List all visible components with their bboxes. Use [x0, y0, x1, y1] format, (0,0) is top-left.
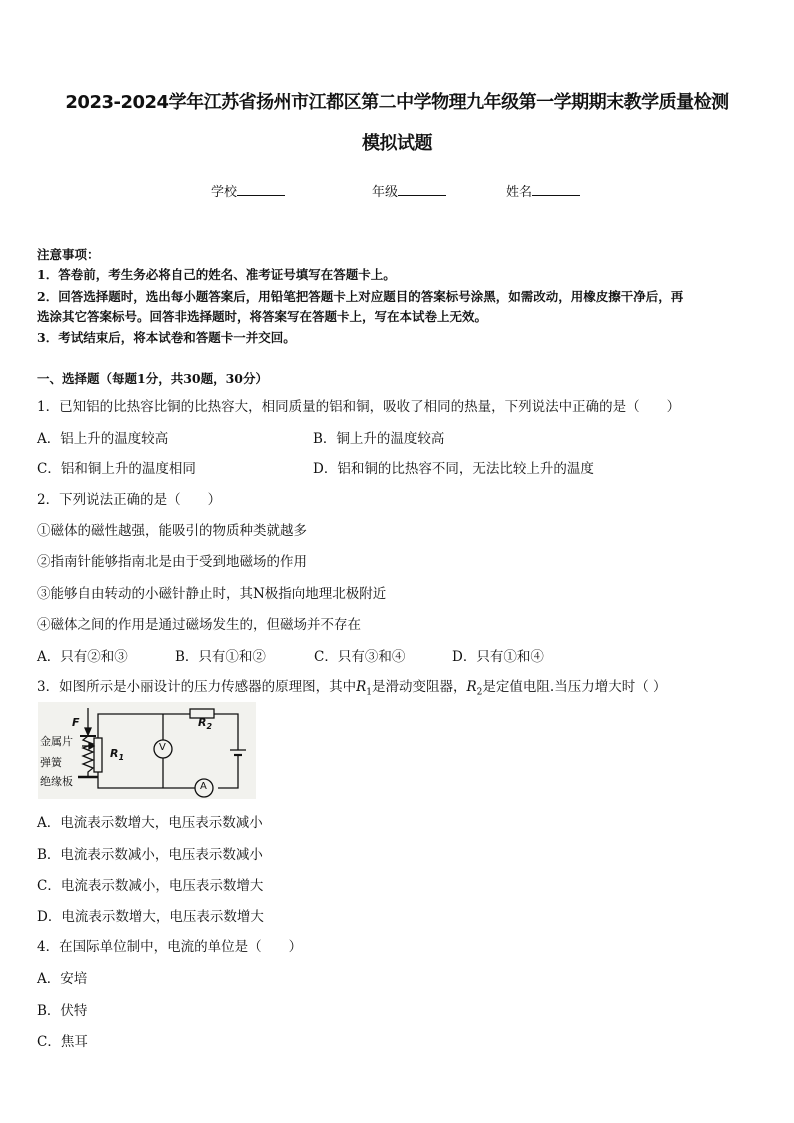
spring-label: 弹簧: [40, 756, 62, 769]
notice-heading: 注意事项：: [37, 247, 100, 262]
question-2-option-d: D．只有①和④: [452, 649, 544, 665]
notice-item: 1．答卷前，考生务必将自己的姓名、准考证号填写在答题卡上。: [37, 267, 396, 282]
question-1-option-c: C．铝和铜上升的温度相同: [37, 461, 196, 477]
grade-blank[interactable]: [398, 183, 446, 196]
question-1-stem: 1．已知铝的比热容比铜的比热容大，相同质量的铝和铜，吸收了相同的热量，下列说法中正确的是（ ）: [37, 399, 681, 415]
ammeter-symbol: A: [200, 781, 207, 792]
section-heading: 一、选择题（每题1分，共30题，30分）: [37, 371, 268, 386]
notice-item: 选涂其它答案标号。回答非选择题时，将答案写在答题卡上，写在本试卷上无效。: [37, 309, 488, 324]
force-label: F: [72, 716, 80, 729]
exam-title-line-1: 2023-2024学年江苏省扬州市江都区第二中学物理九年级第一学期期末教学质量检测: [65, 92, 729, 113]
school-blank[interactable]: [237, 183, 285, 196]
metal-sheet-label: 金属片: [40, 735, 73, 748]
question-2-option-a: A．只有②和③: [37, 649, 128, 665]
r2-diagram-symbol: R: [198, 716, 207, 729]
question-3-option-d: D．电流表示数增大，电压表示数增大: [37, 909, 264, 925]
school-field: [211, 181, 285, 200]
name-field: [506, 181, 580, 200]
question-3-option-c: C．电流表示数减小，电压表示数增大: [37, 878, 264, 894]
question-1-option-d: D．铝和铜的比热容不同，无法比较上升的温度: [313, 461, 594, 477]
question-2-option-b: B．只有①和②: [175, 649, 266, 665]
question-3-stem-part: 3．如图所示是小丽设计的压力传感器的原理图，其中: [37, 679, 357, 695]
r1-symbol: R: [356, 679, 367, 695]
question-3-option-b: B．电流表示数减小，电压表示数减小: [37, 847, 263, 863]
insulator-board-label: 绝缘板: [40, 775, 73, 788]
pressure-sensor-circuit-diagram: [38, 702, 256, 799]
question-4-stem: 4．在国际单位制中，电流的单位是（ ）: [37, 939, 303, 955]
grade-field: [372, 181, 446, 200]
exam-title-line-2: 模拟试题: [362, 133, 432, 154]
school-label: 学校: [211, 185, 238, 200]
notice-item: 2．回答选择题时，选出每小题答案后，用铅笔把答题卡上对应题目的答案标号涂黑，如需改动，用橡皮擦干净后，再: [37, 289, 684, 304]
r1-diagram-subscript: 1: [118, 753, 125, 763]
question-2-statement: ②指南针能够指南北是由于受到地磁场的作用: [37, 554, 307, 570]
question-4-option-c: C．焦耳: [37, 1034, 88, 1050]
question-2-stem: 2．下列说法正确的是（ ）: [37, 492, 222, 508]
question-2-option-c: C．只有③和④: [314, 649, 406, 665]
r1-diagram-label: [110, 747, 124, 762]
r1-subscript: 1: [366, 687, 372, 698]
question-4-option-a: A．安培: [37, 971, 88, 987]
question-3-stem: [37, 675, 667, 698]
question-3-stem-part: 是滑动变阻器，: [372, 679, 467, 695]
question-1-option-b: B．铜上升的温度较高: [313, 431, 445, 447]
r2-diagram-subscript: 2: [206, 722, 213, 732]
name-label: 姓名: [506, 185, 533, 200]
question-3-stem-part: 是定值电阻.当压力增大时（ ）: [482, 679, 667, 695]
question-2-statement: ③能够自由转动的小磁针静止时，其N极指向地理北极附近: [37, 586, 387, 602]
question-4-option-b: B．伏特: [37, 1003, 88, 1019]
r2-diagram-label: [198, 716, 212, 731]
r2-subscript: 2: [476, 687, 483, 698]
question-1-option-a: A．铝上升的温度较高: [37, 431, 169, 447]
question-2-statement: ④磁体之间的作用是通过磁场发生的，但磁场并不存在: [37, 617, 361, 633]
question-3-option-a: A．电流表示数增大，电压表示数减小: [37, 815, 263, 831]
r1-diagram-symbol: R: [110, 747, 119, 760]
grade-label: 年级: [372, 185, 399, 200]
question-2-statement: ①磁体的磁性越强，能吸引的物质种类就越多: [37, 523, 307, 539]
notice-item: 3．考试结束后，将本试卷和答题卡一并交回。: [37, 330, 296, 345]
r2-symbol: R: [466, 679, 477, 695]
name-blank[interactable]: [532, 183, 580, 196]
voltmeter-symbol: V: [159, 742, 166, 753]
